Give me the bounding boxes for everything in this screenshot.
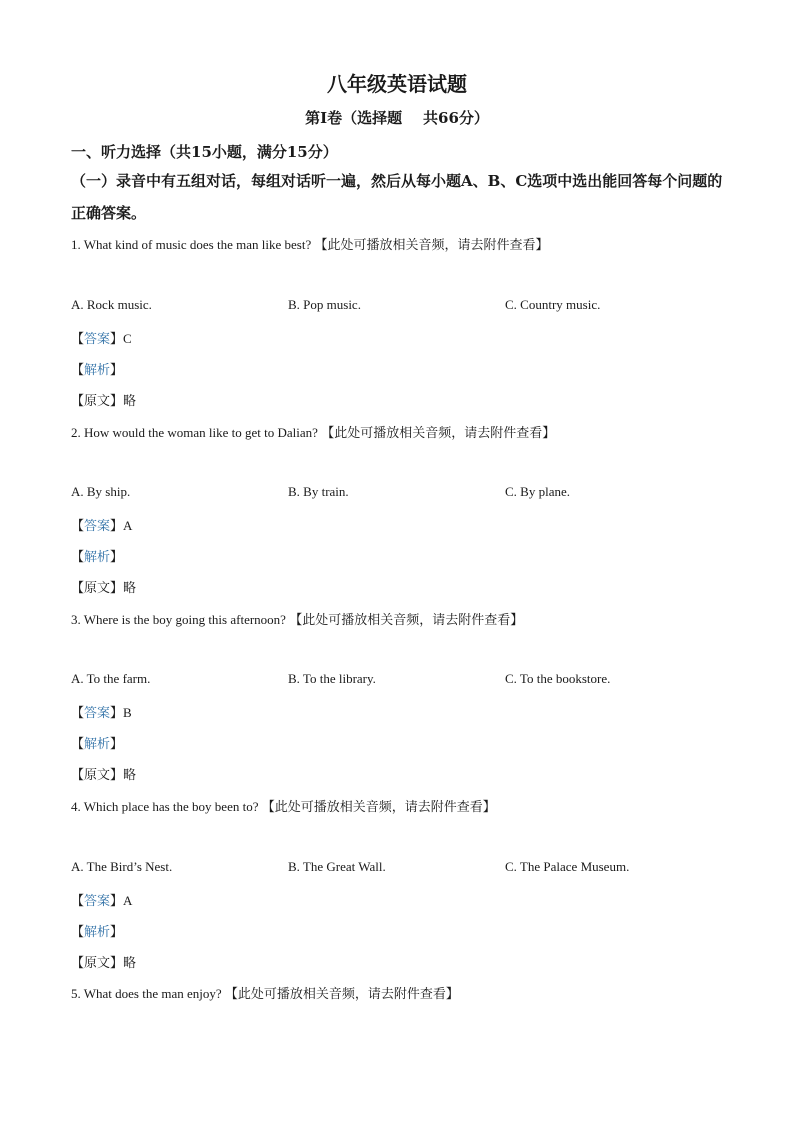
analysis-line: 【解析】: [71, 925, 124, 940]
answer-label: 答案: [84, 706, 111, 721]
option-a: A. To the farm.: [71, 671, 151, 686]
answer-label: 答案: [84, 332, 111, 347]
answer-label: 答案: [84, 519, 111, 534]
answer-line: 【答案】A: [71, 893, 133, 909]
question-4: [71, 796, 496, 815]
option-a: A. By ship.: [71, 484, 131, 499]
analysis-line: 【解析】: [71, 550, 124, 565]
question-1: [71, 234, 548, 253]
option-b: B. Pop music.: [288, 297, 361, 312]
analysis-label: 解析: [84, 550, 111, 565]
original-text-line: 【原文】略: [71, 581, 137, 596]
original-label: 原文: [84, 394, 111, 409]
original-value: 略: [123, 956, 137, 971]
section-heading: 一、听力选择（共15小题，满分15分）: [71, 143, 338, 161]
option-b: B. To the library.: [288, 671, 376, 686]
analysis-label: 解析: [84, 363, 111, 378]
answer-value: A: [123, 893, 133, 908]
question-stem: 5. What does the man enjoy?: [71, 986, 222, 1001]
audio-link[interactable]: 【此处可播放相关音频，请去附件查看】: [261, 800, 496, 815]
answer-line: 【答案】B: [71, 705, 132, 721]
option-c: C. By plane.: [505, 484, 570, 499]
page-title: 八年级英语试题: [327, 72, 467, 96]
original-label: 原文: [84, 768, 111, 783]
answer-value: C: [123, 331, 132, 346]
question-stem: 2. How would the woman like to get to Dalian?: [71, 425, 318, 440]
option-b: B. By train.: [288, 484, 349, 499]
audio-link[interactable]: 【此处可播放相关音频，请去附件查看】: [321, 426, 556, 441]
answer-value: A: [123, 518, 133, 533]
answer-line: 【答案】A: [71, 518, 133, 534]
audio-link[interactable]: 【此处可播放相关音频，请去附件查看】: [314, 238, 549, 253]
original-text-line: 【原文】略: [71, 394, 137, 409]
analysis-line: 【解析】: [71, 363, 124, 378]
original-value: 略: [123, 768, 137, 783]
answer-label: 答案: [84, 894, 111, 909]
answer-value: B: [123, 705, 132, 720]
question-stem: 4. Which place has the boy been to?: [71, 799, 259, 814]
original-value: 略: [123, 581, 137, 596]
option-c: C. The Palace Museum.: [505, 859, 630, 874]
original-label: 原文: [84, 956, 111, 971]
question-5: [71, 983, 459, 1002]
answer-line: 【答案】C: [71, 331, 132, 347]
question-stem: 3. Where is the boy going this afternoon?: [71, 612, 286, 627]
option-b: B. The Great Wall.: [288, 859, 386, 874]
question-stem: 1. What kind of music does the man like best?: [71, 237, 312, 252]
original-label: 原文: [84, 581, 111, 596]
audio-link[interactable]: 【此处可播放相关音频，请去附件查看】: [289, 613, 524, 628]
instruction-text: （一）录音中有五组对话，每组对话听一遍，然后从每小题A、B、C选项中选出能回答每个问题的正确答案。: [71, 172, 723, 222]
analysis-label: 解析: [84, 925, 111, 940]
audio-link[interactable]: 【此处可播放相关音频，请去附件查看】: [224, 987, 459, 1002]
option-a: A. Rock music.: [71, 297, 152, 312]
option-a: A. The Bird’s Nest.: [71, 859, 173, 874]
analysis-line: 【解析】: [71, 737, 124, 752]
original-text-line: 【原文】略: [71, 768, 137, 783]
option-c: C. To the bookstore.: [505, 671, 611, 686]
analysis-label: 解析: [84, 737, 111, 752]
question-3: [71, 609, 523, 628]
original-value: 略: [123, 394, 137, 409]
question-2: [71, 422, 555, 441]
original-text-line: 【原文】略: [71, 956, 137, 971]
option-c: C. Country music.: [505, 297, 601, 312]
part-subtitle: 第Ⅰ卷（选择题 共66分）: [305, 109, 489, 127]
